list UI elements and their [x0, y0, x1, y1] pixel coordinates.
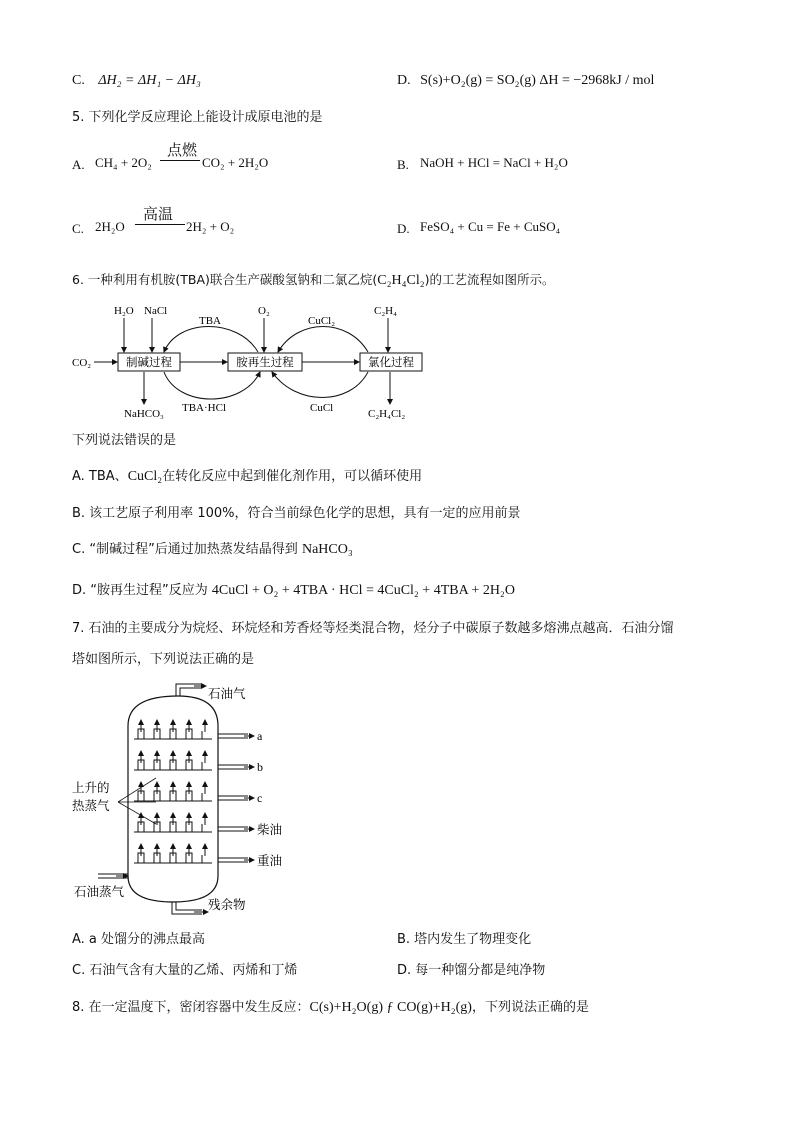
- q7-distillation-tower-diagram: [68, 676, 308, 918]
- rising-vapor-label-1: 上升的: [72, 780, 110, 795]
- nacl-label: NaCl: [144, 305, 168, 317]
- q6-stem: [72, 272, 555, 289]
- formula: C₂H₄Cl₂: [377, 273, 425, 288]
- o2-label: O₂: [258, 305, 270, 317]
- formula: CuCl₂: [127, 469, 163, 484]
- q6-option-b: B. 该工艺原子利用率 100%，符合当前绿色化学的思想，具有一定的应用前景: [72, 506, 521, 521]
- q5-option-c-right: 2H₂ + O₂: [186, 219, 235, 234]
- q6-option-c: [72, 542, 353, 558]
- q6-option-d: [72, 583, 515, 599]
- c2h4cl2-label: C₂H₄Cl₂: [368, 408, 406, 420]
- q7-option-c: C. 石油气含有大量的乙烯、丙烯和丁烯: [72, 963, 298, 978]
- q7-stem-line1: 7. 石油的主要成分为烷烃、环烷烃和芳香烃等烃类混合物，烃分子中碳原子数越多熔沸点越高．石油分馏: [72, 621, 674, 636]
- option-letter: C.: [72, 73, 85, 88]
- outlet-b-label: b: [257, 760, 263, 774]
- q8-stem: [72, 1000, 589, 1016]
- tba-label: TBA: [199, 315, 221, 327]
- reaction-bar: [135, 224, 185, 225]
- q5-option-a-condition: 点燃: [167, 141, 198, 159]
- q5-option-a-letter: A.: [72, 157, 85, 172]
- c2h4-label: C₂H₄: [374, 305, 397, 317]
- q4-option-c: [72, 73, 201, 89]
- formula: NaHCO₃: [301, 542, 353, 557]
- outlet-heavy-label: 重油: [257, 853, 283, 868]
- q5-option-a-right: CO₂ + 2H₂O: [202, 155, 269, 170]
- rising-vapor-label-2: 热蒸气: [72, 798, 110, 813]
- q6-flow-diagram: [68, 298, 428, 426]
- q5-option-a-left: CH₄ + 2O₂: [95, 155, 152, 170]
- h2o-label: H₂O: [114, 305, 134, 317]
- feed-label: 石油蒸气: [74, 884, 125, 899]
- reaction-bar: [160, 160, 200, 161]
- equation: S(s)+O₂(g) = SO₂(g) ΔH = −2968kJ / mol: [420, 73, 655, 88]
- cucl2-label: CuCl₂: [308, 315, 336, 327]
- q5-stem: 5. 下列化学反应理论上能设计成原电池的是: [72, 110, 323, 125]
- q7-stem-line2: 塔如图所示，下列说法正确的是: [72, 652, 255, 667]
- equation: ΔH₂ = ΔH₁ − ΔH₃: [98, 73, 201, 88]
- option-letter: D.: [397, 73, 411, 88]
- box2-label: 胺再生过程: [236, 355, 294, 369]
- outlet-a-label: a: [257, 729, 263, 743]
- nahco3-label: NaHCO₃: [124, 408, 164, 420]
- option-text: C. “制碱过程”后通过加热蒸发结晶得到: [72, 542, 302, 557]
- q7-option-a: A. a 处馏分的沸点最高: [72, 932, 206, 947]
- q6-lead: 下列说法错误的是: [72, 433, 177, 448]
- q5-option-b-equation: NaOH + HCl = NaCl + H₂O: [420, 155, 568, 170]
- q5-option-d-letter: D.: [397, 221, 410, 236]
- box1-label: 制碱过程: [126, 355, 172, 369]
- outlet-c-label: c: [257, 791, 263, 805]
- q4-option-d: [397, 73, 654, 89]
- option-text: 在转化反应中起到催化剂作用，可以循环使用: [162, 469, 423, 484]
- top-label: 石油气: [208, 686, 246, 701]
- equation: C(s)+H₂O(g) ƒ CO(g)+H₂(g): [309, 1000, 472, 1015]
- outlet-diesel-label: 柴油: [257, 822, 283, 837]
- q5-option-d-equation: FeSO₄ + Cu = Fe + CuSO₄: [420, 219, 561, 234]
- option-text: A. TBA、: [72, 469, 128, 484]
- stem-text: )的工艺流程如图所示。: [424, 272, 555, 287]
- q7-option-d: D. 每一种馏分都是纯净物: [397, 963, 546, 978]
- cucl-label: CuCl: [310, 402, 334, 414]
- co2-label: CO₂: [72, 357, 92, 369]
- stem-text: 6. 一种利用有机胺(TBA)联合生产碳酸氢钠和二氯乙烷(: [72, 272, 378, 287]
- q5-option-c-letter: C.: [72, 221, 84, 236]
- residue-label: 残余物: [208, 897, 246, 912]
- equation: 4CuCl + O₂ + 4TBA · HCl = 4CuCl₂ + 4TBA + 2H₂O: [211, 583, 515, 598]
- q5-option-b-letter: B.: [397, 157, 409, 172]
- q5-option-c-left: 2H₂O: [95, 219, 125, 234]
- q6-option-a: [72, 469, 422, 485]
- tba-hcl-label: TBA·HCl: [182, 402, 226, 414]
- option-text: D. “胺再生过程”反应为: [72, 583, 212, 598]
- stem-text: ，下列说法正确的是: [471, 1000, 589, 1015]
- q5-option-c-condition: 高温: [143, 205, 174, 223]
- stem-text: 8. 在一定温度下，密闭容器中发生反应：: [72, 1000, 310, 1015]
- box3-label: 氯化过程: [368, 355, 414, 369]
- q7-option-b: B. 塔内发生了物理变化: [397, 932, 532, 947]
